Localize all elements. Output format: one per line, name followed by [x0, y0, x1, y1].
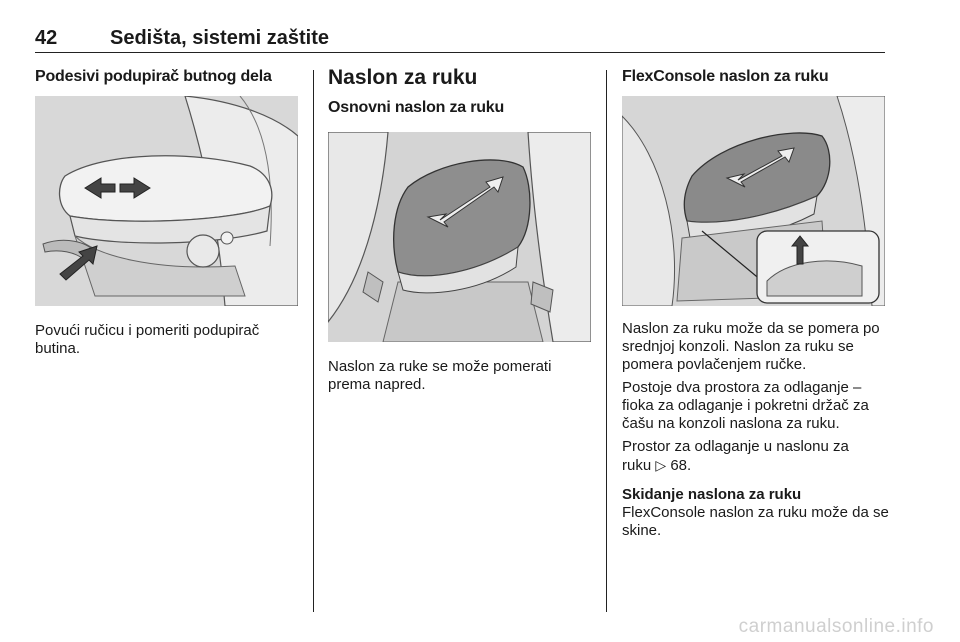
page-number: 42 — [35, 27, 58, 49]
thigh-support-text: Povući ručicu i pomeriti podupirač butina. — [35, 322, 260, 357]
section-heading-flexconsole: FlexConsole naslon za ruku — [622, 68, 829, 85]
column-2 — [328, 66, 592, 117]
seat-illustration — [35, 96, 298, 306]
flexconsole-text-2: Postoje dva prostora za odlaganje – fioka za odlaganje i pokretni držač za čašu na konzoli naslona za ruku. — [622, 379, 869, 432]
column-3-body — [622, 320, 890, 540]
watermark: carmanualsonline.info — [738, 616, 934, 637]
column-3 — [622, 66, 886, 86]
subsection-heading-remove-armrest: Skidanje naslona za ruku — [622, 486, 802, 503]
page-header — [35, 26, 885, 53]
column-2-body — [328, 358, 592, 394]
subsection-heading-basic-armrest: Osnovni naslon za ruku — [328, 99, 505, 116]
column-1-body — [35, 322, 299, 358]
arrow-ref-icon: ▷ — [655, 457, 667, 473]
page-reference[interactable]: 68. — [670, 457, 692, 474]
figure-flexconsole-armrest — [622, 96, 885, 306]
figure-basic-armrest — [328, 132, 591, 342]
flexconsole-text-1: Naslon za ruku može da se pomera po srednjoj konzoli. Naslon za ruku se pomera povlačenjem ručke. — [622, 320, 880, 373]
column-divider-left — [313, 70, 314, 612]
column-divider-right — [606, 70, 607, 612]
flexconsole-text-4: FlexConsole naslon za ruku može da se skine. — [622, 504, 889, 539]
page-title: Sedišta, sistemi zaštite — [110, 27, 329, 49]
section-heading-armrest: Naslon za ruku — [328, 66, 478, 89]
figure-thigh-support — [35, 96, 298, 306]
storage-reference-text: Prostor za odlaganje u naslonu za ruku — [622, 438, 849, 474]
flexconsole-illustration — [622, 96, 885, 306]
basic-armrest-text: Naslon za ruke se može pomerati prema napred. — [328, 358, 552, 393]
section-heading-thigh-support: Podesivi podupirač butnog dela — [35, 68, 272, 85]
flexconsole-text-3 — [622, 438, 872, 475]
column-1 — [35, 66, 299, 86]
armrest-illustration — [328, 132, 591, 342]
